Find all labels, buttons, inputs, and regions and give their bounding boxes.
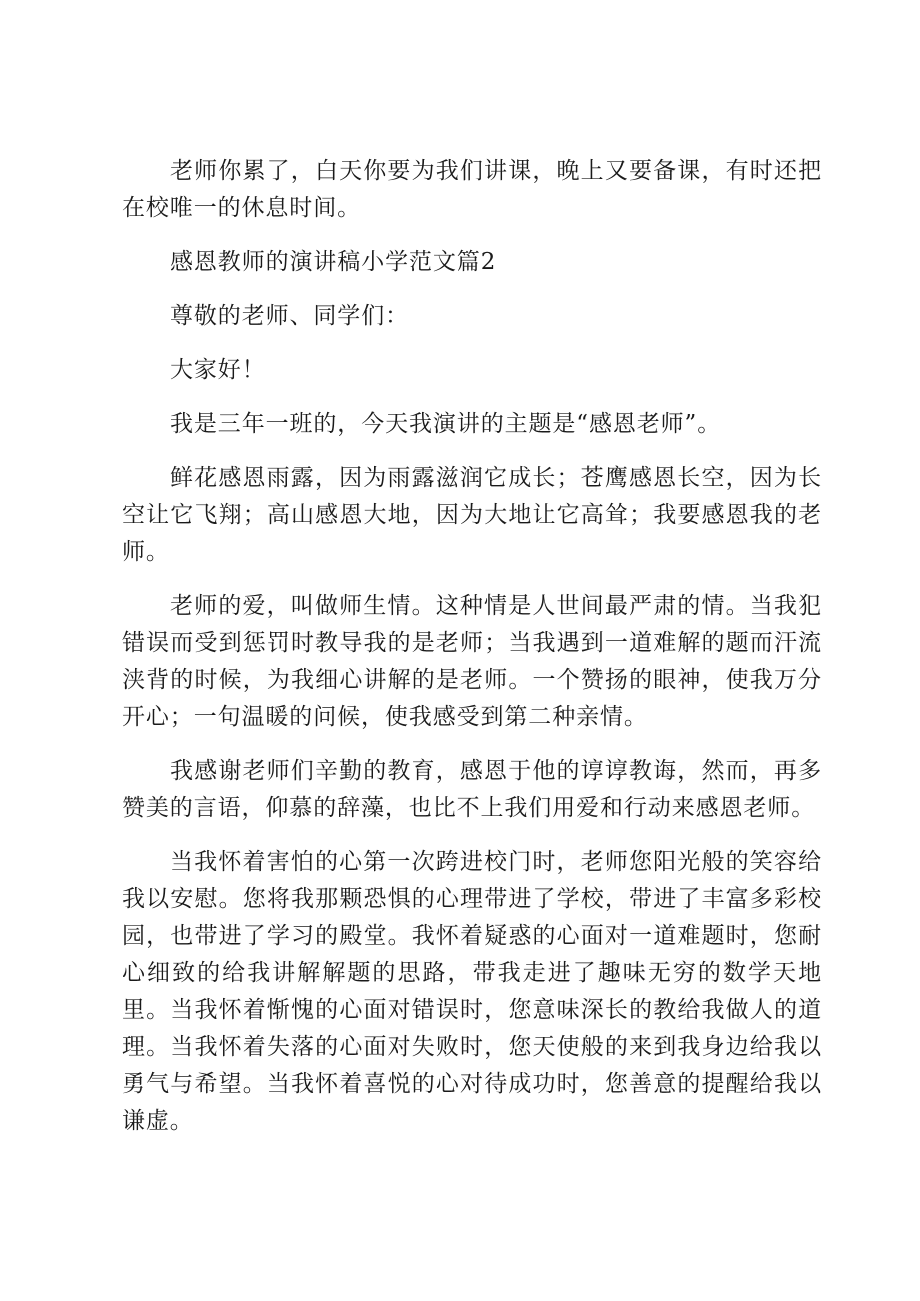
paragraph-2: 鲜花感恩雨露，因为雨露滋润它成长；苍鹰感恩长空，因为长空让它飞翔；高山感恩大地，因为大地让它高耸；我要感恩我的老师。 bbox=[122, 465, 822, 565]
greeting: 大家好！ bbox=[170, 357, 266, 383]
paragraph-4: 我感谢老师们辛勤的教育，感恩于他的谆谆教诲，然而，再多赞美的言语，仰慕的辞藻，也比不上我们用爱和行动来感恩老师。 bbox=[122, 758, 822, 821]
paragraph-intro: 我是三年一班的，今天我演讲的主题是“感恩老师”。 bbox=[170, 411, 722, 437]
section-heading: 感恩教师的演讲稿小学范文篇2 bbox=[170, 249, 497, 275]
paragraph-5: 当我怀着害怕的心第一次跨进校门时，老师您阳光般的笑容给我以安慰。您将我那颗恐惧的心理带进了学校，带进了丰富多彩校园，也带进了学习的殿堂。我怀着疑惑的心面对一道难题时，您耐心细致的给我讲解解题的思路，带我走进了趣味无穷的数学天地里。当我怀着惭愧的心面对错误时，您意味深长的教给我做人的道理。当我怀着失落的心面对失败时，您天使般的来到我身边给我以勇气与希望。当我怀着喜悦的心对待成功时，您善意的提醒给我以谦虚。 bbox=[122, 849, 822, 1134]
document-body bbox=[122, 153, 822, 1157]
paragraph-3: 老师的爱，叫做师生情。这种情是人世间最严肃的情。当我犯错误而受到惩罚时教导我的是老师；当我遇到一道难解的题而汗流浃背的时候，为我细心讲解的是老师。一个赞扬的眼神，使我万分开心；一句温暖的问候，使我感受到第二种亲情。 bbox=[122, 593, 822, 730]
salutation: 尊敬的老师、同学们： bbox=[170, 303, 409, 329]
paragraph-1: 老师你累了，白天你要为我们讲课，晚上又要备课，有时还把在校唯一的休息时间。 bbox=[122, 158, 822, 221]
